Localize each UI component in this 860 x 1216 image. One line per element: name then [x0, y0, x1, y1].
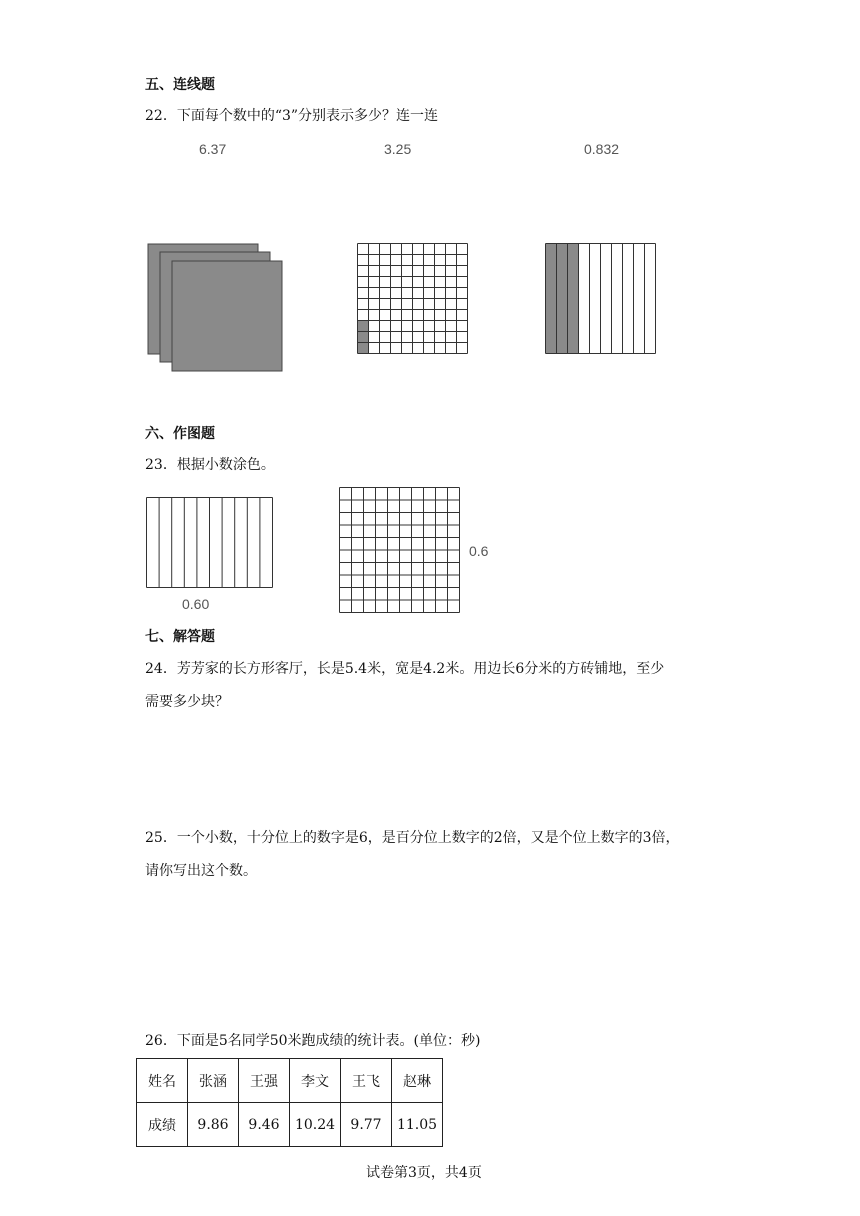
- table-header-cell: 姓名: [137, 1059, 188, 1103]
- table-header-cell: 成绩: [137, 1103, 188, 1147]
- label-0-60: 0.60: [182, 596, 210, 612]
- number-3-25: 3.25: [384, 141, 412, 157]
- question-25-line-1: 25．一个小数，十分位上的数字是6，是百分位上数字的2倍，又是个位上数字的3倍，: [145, 830, 680, 846]
- table-cell: 9.77: [341, 1103, 392, 1147]
- question-24-line-2: 需要多少块？: [145, 694, 229, 710]
- table-cell: 王强: [239, 1059, 290, 1103]
- page-footer: 试卷第3页，共4页: [366, 1165, 482, 1181]
- number-6-37: 6.37: [199, 141, 227, 157]
- table-row: [137, 1059, 443, 1103]
- table-cell: 赵琳: [392, 1059, 443, 1103]
- question-25-line-2: 请你写出这个数。: [145, 863, 257, 879]
- number-0-832: 0.832: [584, 141, 620, 157]
- stacked-squares-figure: [145, 240, 285, 375]
- table-cell: 9.46: [239, 1103, 290, 1147]
- table-cell: 王飞: [341, 1059, 392, 1103]
- label-0-6: 0.6: [469, 543, 489, 559]
- hundred-grid-figure: [357, 243, 469, 355]
- table-cell: 10.24: [290, 1103, 341, 1147]
- table-row: [137, 1103, 443, 1147]
- table-cell: 11.05: [392, 1103, 443, 1147]
- section-7-heading: 七、解答题: [145, 629, 215, 645]
- table-cell: 张涵: [188, 1059, 239, 1103]
- question-23-text: 23．根据小数涂色。: [145, 457, 275, 473]
- section-5-heading: 五、连线题: [145, 77, 215, 93]
- table-cell: 9.86: [188, 1103, 239, 1147]
- question-22-text: 22．下面每个数中的“3”分别表示多少？连一连: [145, 108, 439, 124]
- question-26-text: 26．下面是5名同学50米跑成绩的统计表。(单位：秒): [145, 1033, 481, 1049]
- question-24-line-1: 24．芳芳家的长方形客厅，长是5.4米，宽是4.2米。用边长6分米的方砖铺地，至少: [145, 661, 665, 677]
- running-scores-table: [136, 1058, 443, 1147]
- table-cell: 李文: [290, 1059, 341, 1103]
- section-6-heading: 六、作图题: [145, 426, 215, 442]
- blank-strips-figure: [146, 497, 274, 589]
- tenths-strips-figure: [545, 243, 657, 355]
- blank-hundred-grid-figure: [339, 487, 461, 613]
